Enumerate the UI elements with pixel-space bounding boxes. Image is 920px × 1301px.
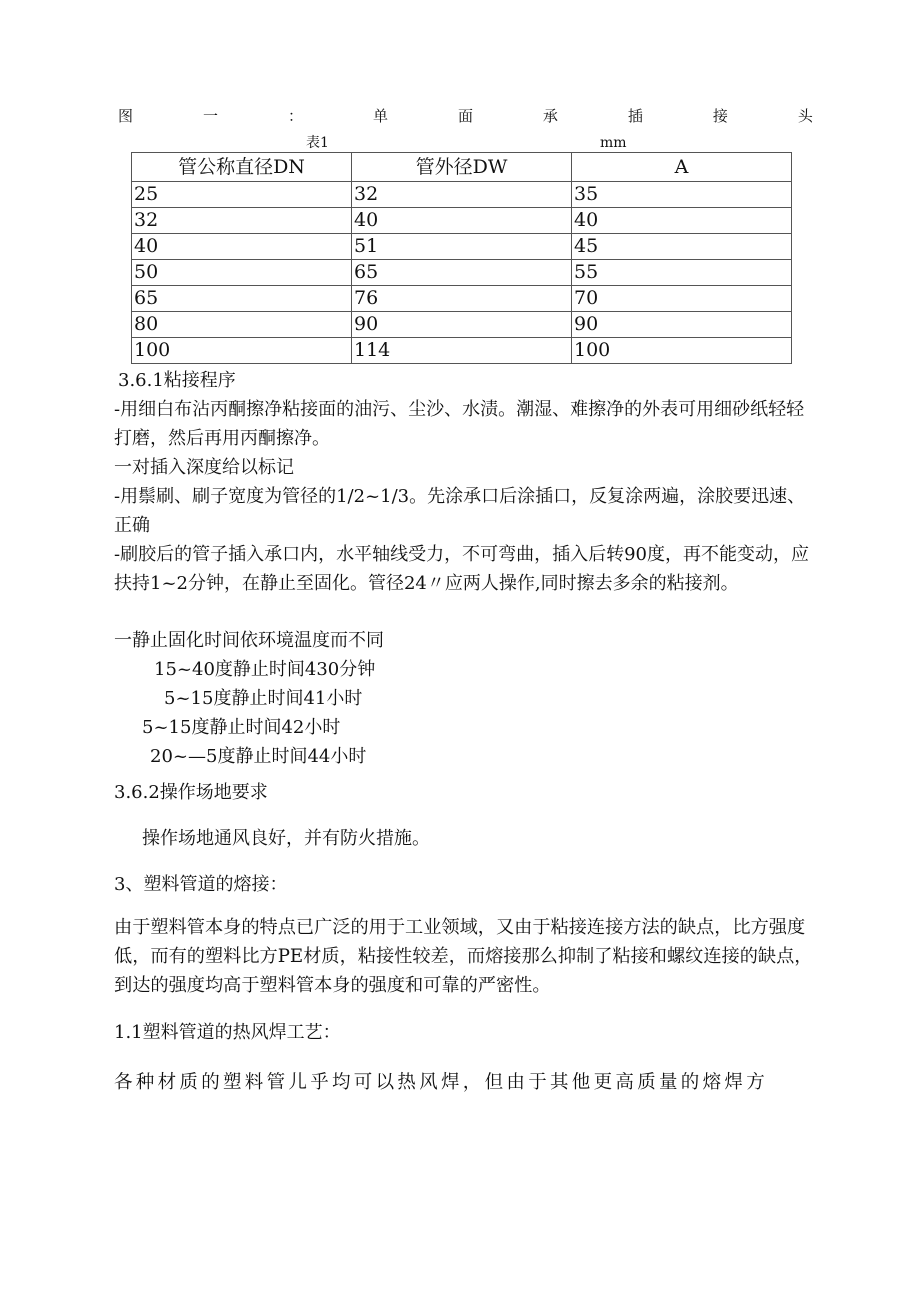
table-row [132, 312, 792, 338]
cell-dn: 40 [132, 234, 352, 260]
dimension-table [131, 152, 792, 364]
section-heading-361: 3.6.1粘接程序 [118, 370, 236, 391]
caption-char: 面 [457, 107, 473, 125]
cell-dn: 80 [132, 312, 352, 338]
step-clean: -用细白布沾丙酮擦净粘接面的油污、尘沙、水渍。潮湿、难擦净的外表可用细砂纸轻轻打磨，然后再用丙酮擦净。 [114, 399, 805, 449]
figure-caption [118, 105, 813, 127]
caption-char: 接 [712, 107, 728, 125]
cell-dw: 65 [352, 260, 572, 286]
step-mark-depth: 一对插入深度给以标记 [114, 457, 294, 478]
header-dw: 管外径DW [352, 153, 572, 182]
caption-char: 插 [627, 107, 643, 125]
cure-time-item: 5~15度静止时间41小时 [164, 688, 363, 709]
cell-dw: 114 [352, 338, 572, 364]
cell-dn: 65 [132, 286, 352, 312]
hot-air-weld-text: 各种材质的塑料管儿乎均可以热风焊，但由于其他更高质量的熔焊方 [114, 1072, 769, 1093]
caption-char: 单 [372, 107, 388, 125]
header-a: A [572, 153, 792, 182]
cell-a: 40 [572, 208, 792, 234]
header-dn: 管公称直径DN [132, 153, 352, 182]
table-unit: mm [600, 135, 627, 151]
caption-char: 头 [797, 107, 813, 125]
step-curing: 一静止固化时间依环境温度而不同 [114, 630, 384, 651]
caption-char: 图 [118, 107, 134, 125]
cell-dn: 100 [132, 338, 352, 364]
cell-a: 90 [572, 312, 792, 338]
caption-char: 一 [202, 107, 218, 125]
cell-dw: 51 [352, 234, 572, 260]
cell-a: 45 [572, 234, 792, 260]
cell-dw: 40 [352, 208, 572, 234]
table-header-row [132, 153, 792, 182]
section-heading-3: 3、塑料管道的熔接： [114, 874, 288, 895]
table-row [132, 208, 792, 234]
table-row [132, 234, 792, 260]
table-row [132, 182, 792, 208]
caption-char: ： [287, 107, 303, 125]
caption-char: 承 [542, 107, 558, 125]
section-heading-362: 3.6.2操作场地要求 [114, 782, 268, 803]
cell-a: 55 [572, 260, 792, 286]
cure-time-item: 20~—5度静止时间44小时 [150, 746, 367, 767]
table-row [132, 260, 792, 286]
cell-dn: 32 [132, 208, 352, 234]
cell-a: 35 [572, 182, 792, 208]
table-label: 表1 [306, 135, 329, 151]
cell-a: 70 [572, 286, 792, 312]
cure-time-item: 5~15度静止时间42小时 [142, 717, 341, 738]
fusion-intro-text: 由于塑料管本身的特点已广泛的用于工业领域，又由于粘接连接方法的缺点，比方强度低，而有的塑料比方PE材质，粘接性较差，而熔接那么抑制了粘接和螺纹连接的缺点，到达的强度均高于塑料管本身的强度和可靠的严密性。 [114, 917, 813, 996]
cure-time-item: 15~40度静止时间430分钟 [154, 659, 376, 680]
cell-dw: 76 [352, 286, 572, 312]
table-row [132, 338, 792, 364]
step-apply-glue: -用鬃刷、刷子宽度为管径的1/2~1/3。先涂承口后涂插口，反复涂两遍，涂胶要迅速、正确 [114, 486, 806, 536]
cell-dn: 25 [132, 182, 352, 208]
cell-dn: 50 [132, 260, 352, 286]
step-insert-pipe: -刷胶后的管子插入承口内，水平轴线受力，不可弯曲，插入后转90度，再不能变动，应扶持1~2分钟，在静止至固化。管径24〃应两人操作,同时擦去多余的粘接剂。 [114, 544, 809, 594]
table-row [132, 286, 792, 312]
cell-dw: 32 [352, 182, 572, 208]
section-heading-11: 1.1塑料管道的热风焊工艺： [114, 1022, 341, 1043]
site-requirement-text: 操作场地通风良好，并有防火措施。 [142, 828, 430, 849]
cell-dw: 90 [352, 312, 572, 338]
cell-a: 100 [572, 338, 792, 364]
